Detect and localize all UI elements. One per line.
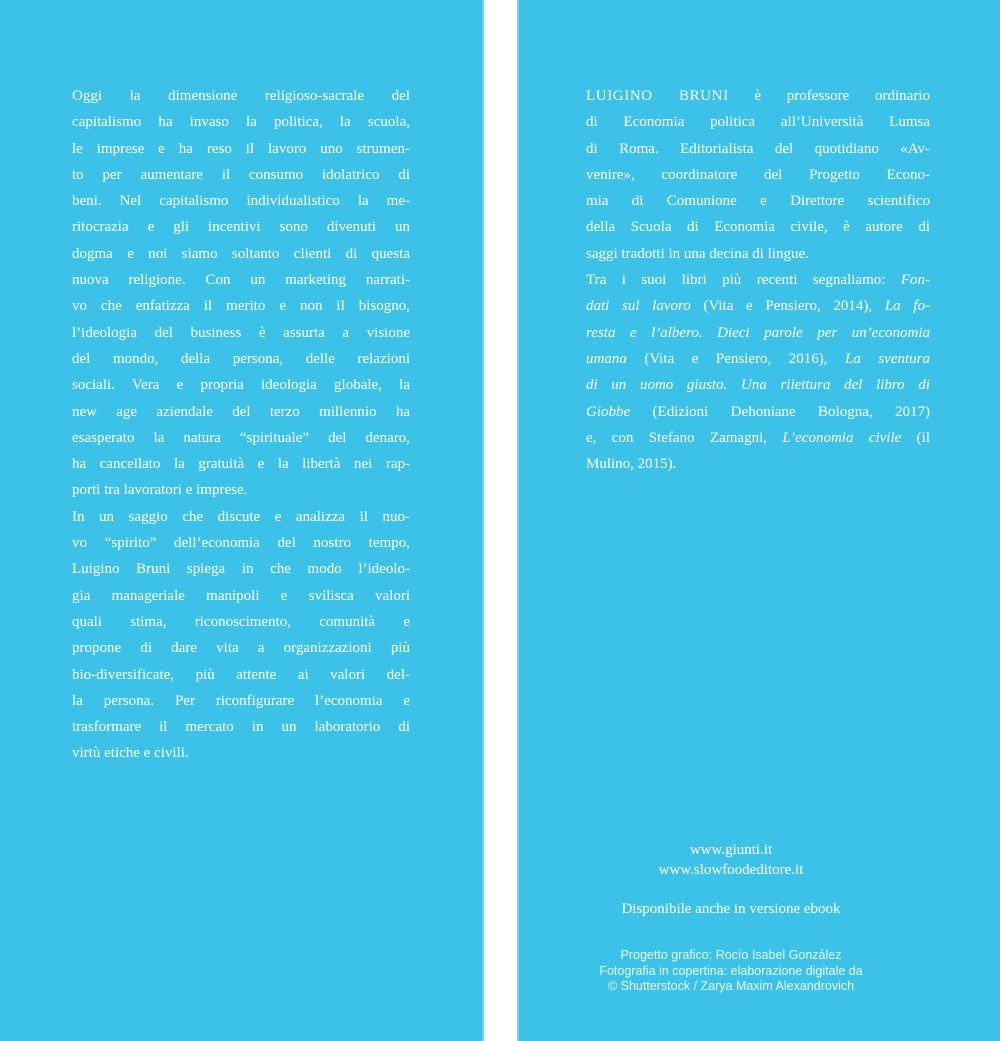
- text-line: gia manageriale manipoli e svilisca valori: [72, 587, 410, 604]
- text-line: saggi tradotti in una decina di lingue.: [586, 245, 809, 262]
- text-line: beni. Nel capitalismo individualistico la me-: [72, 193, 410, 210]
- text-line: In un saggio che discute e analizza il nuo-: [72, 508, 410, 525]
- text-line: Mulino, 2015).: [586, 456, 677, 473]
- text-line: esasperato la natura “spirituale” del denaro,: [72, 429, 410, 446]
- text-line: capitalismo ha invaso la politica, la scuola,: [72, 114, 410, 131]
- website-url: www.giunti.it: [689, 842, 773, 858]
- credit-line: © Shutterstock / Zarya Maxim Alexandrovich: [607, 979, 855, 994]
- text-line: le imprese e ha reso il lavoro uno strumen-: [72, 140, 410, 157]
- text-line: Tra i suoi libri più recenti segnaliamo: Fon-: [586, 272, 930, 289]
- website-url: www.slowfoodeditore.it: [658, 862, 804, 878]
- text-line: la persona. Per riconfigurare l’economia e: [72, 692, 410, 709]
- text-line: e, con Stefano Zamagni, L’economia civile (il: [586, 429, 930, 446]
- text-line: LUIGINO BRUNI è professore ordinario: [586, 88, 930, 104]
- text-line: resta e l’albero. Dieci parole per un’economia: [586, 324, 930, 341]
- publisher-websites: [517, 840, 945, 880]
- text-line: to per aumentare il consumo idolatrico di: [72, 166, 410, 183]
- book-description: [72, 83, 410, 767]
- text-line: nuova religione. Con un marketing narrati-: [72, 272, 410, 289]
- text-line: umana (Vita e Pensiero, 2016), La sventura: [586, 350, 931, 367]
- credit-line: Fotografia in copertina: elaborazione digitale da: [599, 963, 863, 978]
- text-line: di Roma. Editorialista del quotidiano «Av-: [586, 140, 930, 157]
- text-line: Giobbe (Edizioni Dehoniane Bologna, 2017): [586, 403, 930, 420]
- text-line: quali stima, riconoscimento, comunità e: [72, 613, 410, 630]
- text-line: della Scuola di Economia civile, è autore di: [586, 219, 930, 236]
- text-line: ritocrazia e gli incentivi sono divenuti un: [72, 219, 410, 236]
- left-flap: [0, 0, 484, 1041]
- text-line: new age aziendale del terzo millennio ha: [72, 403, 410, 420]
- text-line: virtù etiche e civili.: [72, 745, 189, 762]
- text-line: vo che enfatizza il merito e non il bisogno,: [72, 298, 410, 315]
- text-line: venire», coordinatore del Progetto Econo-: [586, 166, 930, 183]
- text-line: trasformare il mercato in un laboratorio di: [72, 719, 410, 736]
- text-line: dogma e noi siamo soltanto clienti di questa: [72, 245, 410, 262]
- right-flap: [517, 0, 1000, 1041]
- text-line: propone di dare vita a organizzazioni più: [72, 640, 410, 657]
- text-line: vo “spirito” dell’economia del nostro tempo,: [72, 535, 410, 552]
- text-line: Luigino Bruni spiega in che modo l’ideolo-: [72, 561, 410, 578]
- text-line: di un uomo giusto. Una rilettura del libro di: [586, 377, 930, 394]
- credit-line: Progetto grafico: Rocío Isabel González: [620, 948, 842, 962]
- text-line: bio-diversificate, più attente ai valori del-: [72, 666, 410, 683]
- text-line: del mondo, della persona, delle relazioni: [72, 350, 410, 367]
- text-line: sociali. Vera e propria ideologia globale, la: [72, 377, 410, 394]
- ebook-availability-note: Disponibile anche in versione ebook: [621, 901, 841, 917]
- text-line: di Economia politica all’Università Lumsa: [586, 114, 930, 131]
- text-line: ha cancellato la gratuità e la libertà nei rap-: [72, 456, 410, 473]
- text-line: porti tra lavoratori e imprese.: [72, 482, 248, 499]
- text-line: dati sul lavoro (Vita e Pensiero, 2014), La fo-: [586, 298, 930, 315]
- production-credits: [517, 948, 945, 995]
- author-bio: [586, 83, 930, 477]
- text-line: mia di Comunione e Direttore scientifico: [586, 193, 930, 210]
- text-line: Oggi la dimensione religioso-sacrale del: [72, 88, 410, 104]
- text-line: l’ideologia del business è assurta a visione: [72, 324, 410, 341]
